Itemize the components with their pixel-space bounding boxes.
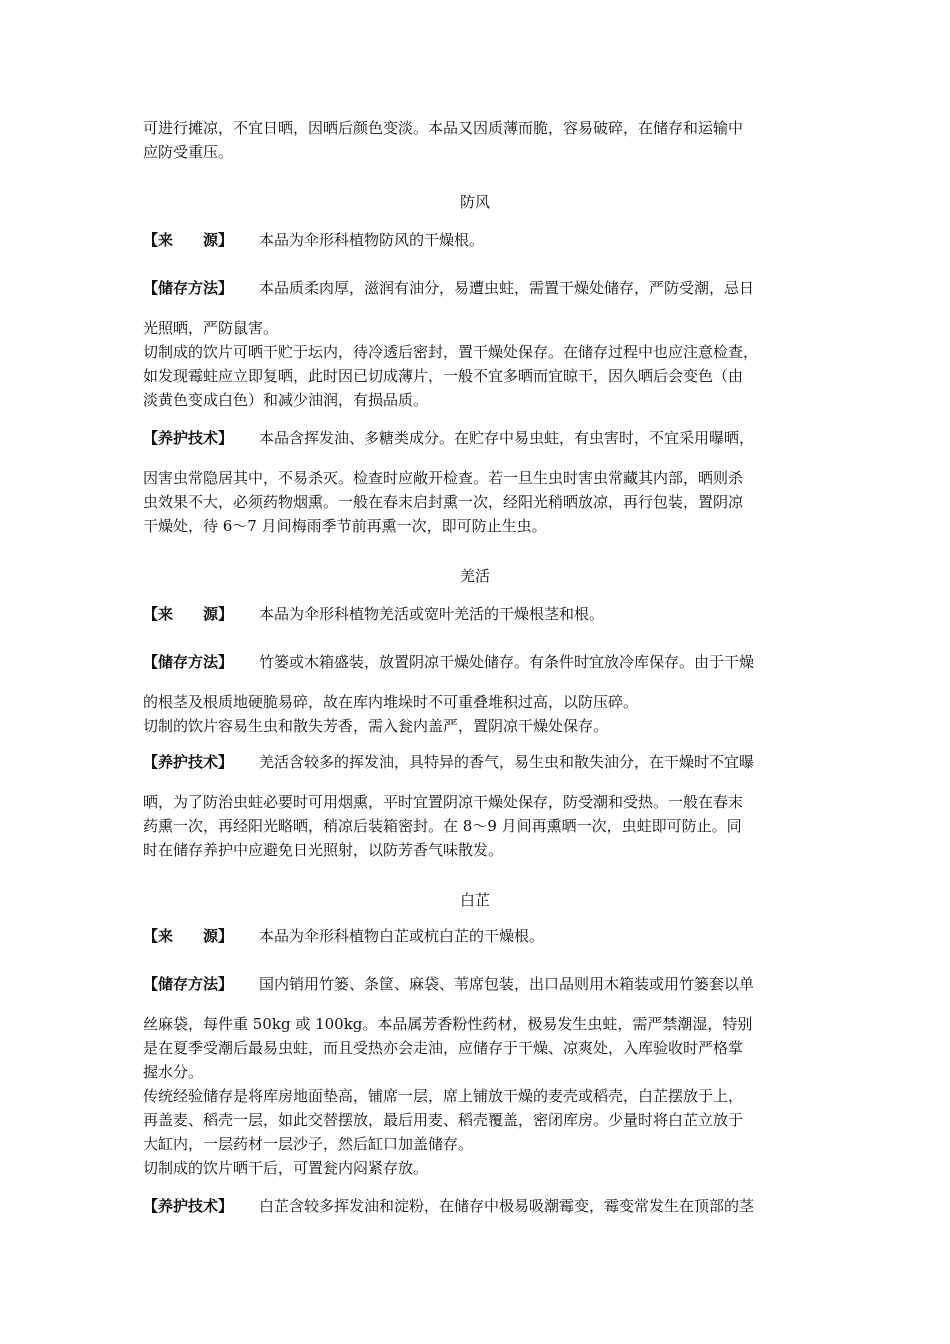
storage-row [143, 276, 809, 300]
storage-line: 大缸内，一层药材一层沙子，然后缸口加盖储存。 [143, 1135, 474, 1153]
storage-label: 【储存方法】 [143, 975, 234, 993]
storage-label: 【储存方法】 [143, 653, 234, 671]
care-line: 药熏一次，再经阳光略晒，稍凉后装箱密封。在 8～9 月间再熏晒一次，虫蛀即可防止。同 [143, 817, 742, 835]
storage-line: 切制的饮片容易生虫和散失芳香，需入瓮内盖严，置阴凉干燥处保存。 [143, 717, 609, 735]
care-line: 干燥处，待 6～7 月间梅雨季节前再熏一次，即可防止生虫。 [143, 517, 547, 535]
storage-line: 握水分。 [143, 1063, 204, 1081]
storage-row [143, 650, 809, 674]
storage-line: 传统经验储存是将库房地面垫高，铺席一层，席上铺放干燥的麦壳或稻壳，白芷摆放于上， [143, 1087, 744, 1105]
source-label: 【来 源】 [143, 231, 234, 249]
section-title: 白芷 [459, 891, 490, 909]
care-text: 本品含挥发油、多糖类成分。在贮存中易虫蛀，有虫害时，不宜采用曝晒， [259, 429, 755, 447]
care-line: 虫效果不大，必须药物烟熏。一般在春末启封熏一次，经阳光稍晒放凉，再行包装，置阴凉 [143, 493, 744, 511]
care-line: 时在储存养护中应避免日光照射，以防芳香气味散发。 [143, 841, 504, 859]
intro-line: 应防受重压。 [143, 143, 234, 161]
care-row [143, 1194, 809, 1218]
care-row [143, 426, 809, 450]
care-label: 【养护技术】 [143, 753, 234, 771]
source-text: 本品为伞形科植物白芷或杭白芷的干燥根。 [259, 927, 545, 945]
source-row [143, 228, 809, 252]
section-title: 防风 [459, 193, 490, 211]
source-row [143, 924, 809, 948]
storage-text: 国内销用竹篓、条筐、麻袋、苇席包装，出口品则用木箱装或用竹篓套以单 [259, 975, 755, 993]
care-line: 晒，为了防治虫蛀必要时可用烟熏，平时宜置阴凉干燥处保存，防受潮和受热。一般在春末 [143, 793, 744, 811]
source-row [143, 602, 809, 626]
storage-text: 本品质柔肉厚，滋润有油分，易遭虫蛀，需置干燥处储存，严防受潮，忌日 [259, 279, 755, 297]
storage-line: 是在夏季受潮后最易虫蛀，而且受热亦会走油，应储存于干燥、凉爽处，入库验收时严格掌 [143, 1039, 744, 1057]
storage-label: 【储存方法】 [143, 279, 234, 297]
care-label: 【养护技术】 [143, 1197, 234, 1215]
care-line: 因害虫常隐居其中，不易杀灭。检查时应敞开检查。若一旦生虫时害虫常藏其内部，晒则杀 [143, 469, 744, 487]
care-text: 白芷含较多挥发油和淀粉，在储存中极易吸潮霉变，霉变常发生在顶部的茎 [259, 1197, 755, 1215]
storage-text: 竹篓或木箱盛装，放置阴凉干燥处储存。有条件时宜放冷库保存。由于干燥 [259, 653, 755, 671]
storage-line: 再盖麦、稻壳一层，如此交替摆放，最后用麦、稻壳覆盖，密闭库房。少量时将白芷立放于 [143, 1111, 744, 1129]
source-text: 本品为伞形科植物防风的干燥根。 [259, 231, 485, 249]
care-text: 羌活含较多的挥发油，具特异的香气，易生虫和散失油分，在干燥时不宜曝 [259, 753, 755, 771]
source-label: 【来 源】 [143, 605, 234, 623]
care-row [143, 750, 809, 774]
storage-line: 光照晒，严防鼠害。 [143, 319, 279, 337]
storage-row [143, 972, 809, 996]
storage-line: 淡黄色变成白色）和减少油润，有损品质。 [143, 391, 429, 409]
storage-line: 切制成的饮片晒干后，可置瓮内闷紧存放。 [143, 1159, 429, 1177]
section-title: 羌活 [459, 567, 490, 585]
source-label: 【来 源】 [143, 927, 234, 945]
storage-line: 丝麻袋，每件重 50kg 或 100kg。本品属芳香粉性药材，极易发生虫蛀，需严禁潮湿，特别 [143, 1015, 753, 1033]
source-text: 本品为伞形科植物羌活或宽叶羌活的干燥根茎和根。 [259, 605, 605, 623]
intro-line: 可进行摊凉，不宜日晒，因晒后颜色变淡。本品又因质薄而脆，容易破碎，在储存和运输中 [143, 119, 744, 137]
storage-line: 如发现霉蛀应立即复晒，此时因已切成薄片，一般不宜多晒而宜晾干，因久晒后会变色（由 [143, 367, 744, 385]
care-label: 【养护技术】 [143, 429, 234, 447]
storage-line: 的根茎及根质地硬脆易碎，故在库内堆垛时不可重叠堆积过高，以防压碎。 [143, 693, 639, 711]
storage-line: 切制成的饮片可晒干贮于坛内，待冷透后密封，置干燥处保存。在储存过程中也应注意检查， [143, 343, 759, 361]
